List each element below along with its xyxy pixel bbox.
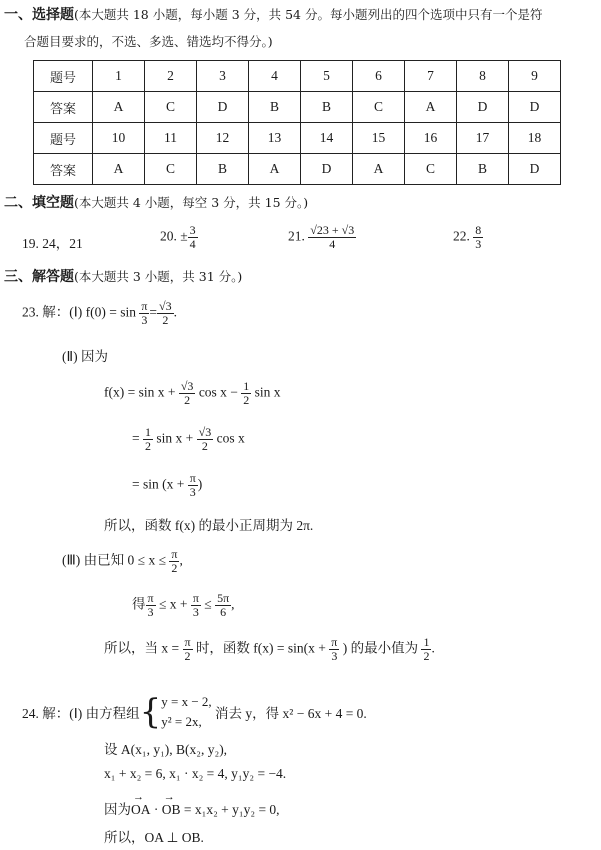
answer-20 xyxy=(160,224,198,251)
fraction xyxy=(188,472,198,499)
text: ≤ x + xyxy=(158,596,188,612)
equation: y² = 2x, xyxy=(161,714,202,729)
section-1-note: (本大题共 18 小题，每小题 3 分，共 54 分。每小题列出的四个选项中只有一个是符 xyxy=(74,7,543,22)
denominator: 2 xyxy=(145,439,151,453)
table-cell: 4 xyxy=(249,61,301,92)
q23-line-6: 所以，函数 f(x) 的最小正周期为 2π. xyxy=(104,518,314,533)
text: cos x − xyxy=(198,384,238,400)
q24-line-5: 所以，OA ⊥ OB. xyxy=(104,830,204,845)
q23-line-1 xyxy=(22,300,177,327)
fraction xyxy=(179,380,196,407)
fraction xyxy=(329,636,339,663)
numerator: √3 xyxy=(180,379,194,393)
section-3-header xyxy=(4,266,242,286)
fraction xyxy=(191,592,201,619)
denominator: 2 xyxy=(201,439,208,453)
table-cell: D xyxy=(197,92,249,123)
table-row-question xyxy=(34,123,561,154)
text: 消去 y，得 x² − 6x + 4 = 0. xyxy=(215,706,367,721)
section-2-note: (本大题共 4 小题，每空 3 分，共 15 分。) xyxy=(74,195,309,210)
section-2-header xyxy=(4,192,308,212)
numerator: √3 xyxy=(159,299,172,313)
table-cell: 10 xyxy=(93,123,145,154)
numerator: 1 xyxy=(243,379,250,393)
fraction xyxy=(473,224,483,251)
text: 因为 xyxy=(104,802,131,817)
q24-line-2: 设 A(x₁, y₁), B(x₂, y₂), xyxy=(104,742,228,757)
table-cell: A xyxy=(93,154,145,185)
table-cell: 14 xyxy=(301,123,353,154)
table-cell: B xyxy=(301,92,353,123)
table-cell: A xyxy=(353,154,405,185)
fraction xyxy=(183,636,193,663)
section-1-header xyxy=(4,4,542,24)
section-3-title: 三、解答题 xyxy=(4,269,74,285)
section-2-title: 二、填空题 xyxy=(4,195,74,211)
table-cell: C xyxy=(353,92,405,123)
table-cell: 7 xyxy=(405,61,457,92)
text: · xyxy=(153,802,159,817)
numerator: π xyxy=(171,547,178,561)
q23-line-5 xyxy=(132,472,202,499)
table-cell: C xyxy=(145,154,197,185)
vector-oa: → OA xyxy=(131,802,151,818)
equation-system xyxy=(161,692,211,732)
fraction xyxy=(197,426,214,453)
numerator: 8 xyxy=(475,223,482,237)
table-cell: 9 xyxy=(509,61,561,92)
text: sin x + xyxy=(156,430,194,446)
denominator: 3 xyxy=(141,313,148,327)
denominator: 3 xyxy=(475,237,482,251)
fraction xyxy=(241,380,251,407)
denominator: 3 xyxy=(331,649,338,663)
numerator: π xyxy=(141,299,148,313)
numerator: √3 xyxy=(198,425,212,439)
table-row-answer xyxy=(34,92,561,123)
fraction xyxy=(139,300,149,327)
table-cell: 12 xyxy=(197,123,249,154)
numerator: 1 xyxy=(145,425,151,439)
denominator: 3 xyxy=(192,605,199,619)
table-cell: 5 xyxy=(301,61,353,92)
q23-line-4 xyxy=(132,426,245,453)
text: sin x xyxy=(254,384,281,400)
denominator: 4 xyxy=(189,237,196,251)
q24-line-1 xyxy=(22,692,367,732)
table-cell: D xyxy=(509,154,561,185)
fraction xyxy=(188,224,198,251)
row-label: 题号 xyxy=(34,123,93,154)
q24-line-3: x₁ + x₂ = 6, x₁ · x₂ = 4, y₁y₂ = −4. xyxy=(104,766,287,781)
numerator: 5π xyxy=(217,591,230,605)
answer-table xyxy=(33,60,561,185)
numerator: 1 xyxy=(423,635,430,649)
text: , xyxy=(179,552,183,568)
table-cell: B xyxy=(249,92,301,123)
text: = xyxy=(149,304,158,320)
text: . xyxy=(173,304,177,320)
numerator: √23 + √3 xyxy=(310,223,355,237)
text: = xyxy=(132,430,140,446)
equation: y = x − 2, xyxy=(161,694,212,709)
fraction xyxy=(215,592,231,619)
denominator: 3 xyxy=(147,605,154,619)
section-1-note-2: 合题目要求的，不选、多选、错选均不得分。) xyxy=(24,34,273,49)
denominator: 2 xyxy=(184,649,191,663)
table-cell: 17 xyxy=(457,123,509,154)
text: = sin (x + xyxy=(132,476,185,492)
table-row-answer xyxy=(34,154,561,185)
system-brace: { xyxy=(139,692,162,732)
text: 所以，当 x = xyxy=(104,640,180,656)
table-cell: 2 xyxy=(145,61,197,92)
table-cell: C xyxy=(405,154,457,185)
answer-label: 20. ± xyxy=(160,228,188,244)
text: ) 的最小值为 xyxy=(342,640,419,656)
table-cell: 13 xyxy=(249,123,301,154)
denominator: 2 xyxy=(171,561,178,575)
table-cell: B xyxy=(197,154,249,185)
answer-label: 21. xyxy=(288,228,305,244)
q23-line-8 xyxy=(132,592,235,619)
denominator: 2 xyxy=(162,313,169,327)
table-cell: 15 xyxy=(353,123,405,154)
text: . xyxy=(431,640,435,656)
fraction xyxy=(421,636,431,663)
q24-line-4 xyxy=(104,798,280,818)
section-1-title: 一、选择题 xyxy=(4,7,74,23)
table-cell: D xyxy=(301,154,353,185)
table-cell: 16 xyxy=(405,123,457,154)
answer-label: 22. xyxy=(453,228,470,244)
text: 时，函数 f(x) = sin(x + xyxy=(195,640,326,656)
numerator: 3 xyxy=(189,223,196,237)
denominator: 2 xyxy=(184,393,191,407)
answer-21 xyxy=(288,224,356,251)
denominator: 4 xyxy=(329,237,336,251)
table-cell: 1 xyxy=(93,61,145,92)
answer-22 xyxy=(453,224,483,251)
table-cell: D xyxy=(457,92,509,123)
text: f(x) = sin x + xyxy=(104,384,176,400)
table-cell: C xyxy=(145,92,197,123)
q23-line-2: (Ⅱ) 因为 xyxy=(62,349,109,364)
numerator: π xyxy=(192,591,199,605)
section-3-note: (本大题共 3 小题，共 31 分。) xyxy=(74,269,243,284)
denominator: 3 xyxy=(189,485,196,499)
table-cell: 6 xyxy=(353,61,405,92)
numerator: π xyxy=(189,471,196,485)
q23-line-3 xyxy=(104,380,281,407)
table-cell: A xyxy=(405,92,457,123)
row-label: 答案 xyxy=(34,92,93,123)
fraction xyxy=(169,548,179,575)
fraction xyxy=(143,426,153,453)
denominator: 2 xyxy=(423,649,430,663)
denominator: 2 xyxy=(243,393,250,407)
text: = x₁x₂ + y₁y₂ = 0, xyxy=(183,802,280,817)
denominator: 6 xyxy=(220,605,227,619)
text: 24. 解：(Ⅰ) 由方程组 xyxy=(22,706,140,721)
text: 得 xyxy=(132,596,146,612)
numerator: π xyxy=(147,591,154,605)
table-cell: A xyxy=(93,92,145,123)
fraction xyxy=(157,300,174,327)
answer-19: 19. 24，21 xyxy=(22,236,83,251)
text: (Ⅲ) 由已知 0 ≤ x ≤ xyxy=(62,552,166,568)
table-cell: 8 xyxy=(457,61,509,92)
table-cell: D xyxy=(509,92,561,123)
table-cell: 3 xyxy=(197,61,249,92)
numerator: π xyxy=(331,635,338,649)
vector-ob: → OB xyxy=(162,802,181,818)
table-cell: A xyxy=(249,154,301,185)
table-cell: 18 xyxy=(509,123,561,154)
fraction xyxy=(146,592,156,619)
text: 23. 解：(Ⅰ) f(0) = sin xyxy=(22,304,136,320)
fraction xyxy=(308,224,356,251)
text: cos x xyxy=(216,430,245,446)
q23-line-9 xyxy=(104,636,435,663)
text: ≤ xyxy=(204,596,212,612)
numerator: π xyxy=(184,635,191,649)
table-cell: 11 xyxy=(145,123,197,154)
table-row-question xyxy=(34,61,561,92)
row-label: 答案 xyxy=(34,154,93,185)
table-cell: B xyxy=(457,154,509,185)
text: , xyxy=(231,596,235,612)
row-label: 题号 xyxy=(34,61,93,92)
text: ) xyxy=(197,476,203,492)
q23-line-7 xyxy=(62,548,183,575)
